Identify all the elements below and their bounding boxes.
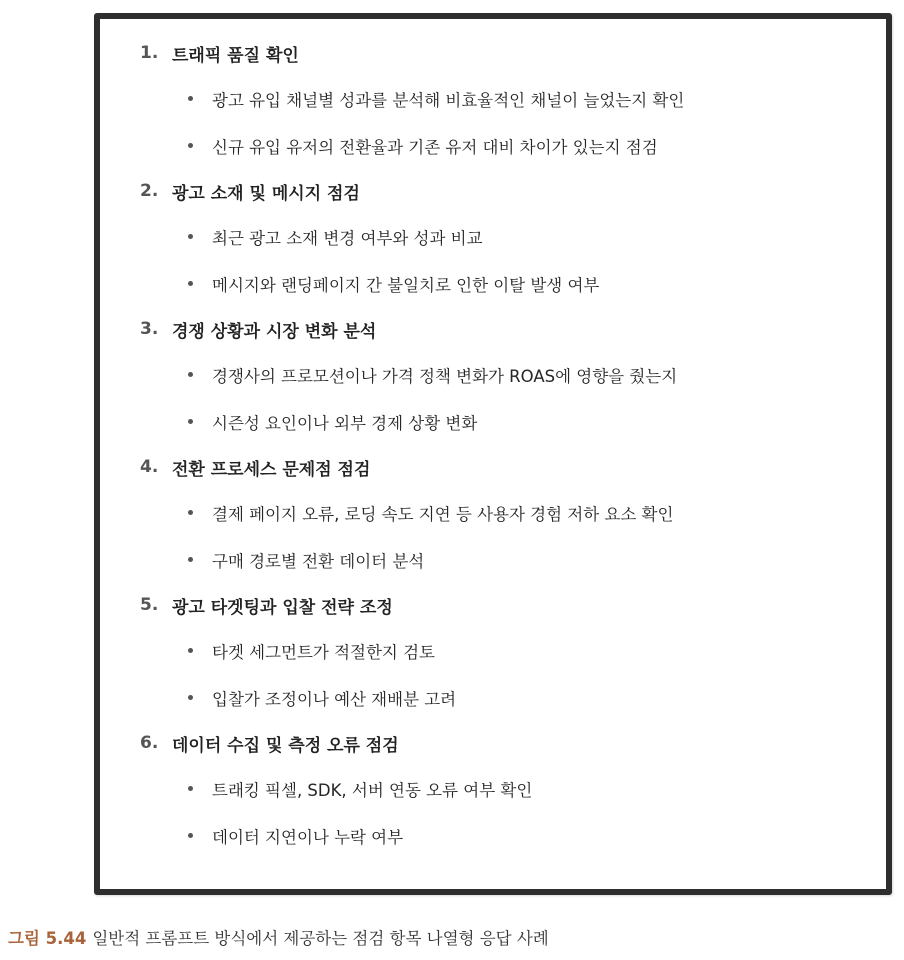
section-number: 1. xyxy=(140,43,159,63)
bullet-icon xyxy=(188,786,193,791)
item-text: 구매 경로별 전환 데이터 분석 xyxy=(212,551,425,571)
section-number: 6. xyxy=(140,733,159,753)
item-text: 경쟁사의 프로모션이나 가격 정책 변화가 ROAS에 영향을 줬는지 xyxy=(212,366,678,386)
item-text: 타겟 세그먼트가 적절한지 검토 xyxy=(212,642,435,662)
section-heading xyxy=(140,169,866,213)
list-item xyxy=(140,765,866,812)
section-heading xyxy=(140,583,866,627)
section-6 xyxy=(140,721,866,859)
section-title: 광고 타겟팅과 입찰 전략 조정 xyxy=(172,597,393,618)
list-item xyxy=(140,75,866,122)
section-4 xyxy=(140,445,866,583)
checklist xyxy=(140,31,866,859)
list-item xyxy=(140,122,866,169)
list-item xyxy=(140,812,866,859)
section-title: 경쟁 상황과 시장 변화 분석 xyxy=(172,321,377,342)
list-item xyxy=(140,351,866,398)
list-item xyxy=(140,398,866,445)
section-2 xyxy=(140,169,866,307)
item-text: 신규 유입 유저의 전환율과 기존 유저 대비 차이가 있는지 점검 xyxy=(212,137,658,157)
section-title: 데이터 수집 및 측정 오류 점검 xyxy=(172,735,399,756)
item-text: 데이터 지연이나 누락 여부 xyxy=(212,827,404,847)
section-heading xyxy=(140,307,866,351)
list-item xyxy=(140,489,866,536)
bullet-icon xyxy=(188,695,193,700)
section-title: 광고 소재 및 메시지 점검 xyxy=(172,183,360,204)
figure-caption xyxy=(8,925,549,949)
section-number: 5. xyxy=(140,595,159,615)
bullet-icon xyxy=(188,281,193,286)
section-heading xyxy=(140,31,866,75)
section-heading xyxy=(140,721,866,765)
item-text: 결제 페이지 오류, 로딩 속도 지연 등 사용자 경험 저하 요소 확인 xyxy=(212,504,674,524)
bullet-icon xyxy=(188,143,193,148)
list-item xyxy=(140,260,866,307)
section-number: 3. xyxy=(140,319,159,339)
bullet-icon xyxy=(188,234,193,239)
bullet-icon xyxy=(188,648,193,653)
bullet-icon xyxy=(188,419,193,424)
section-1 xyxy=(140,31,866,169)
section-title: 트래픽 품질 확인 xyxy=(172,45,299,66)
section-3 xyxy=(140,307,866,445)
item-text: 광고 유입 채널별 성과를 분석해 비효율적인 채널이 늘었는지 확인 xyxy=(212,90,685,110)
bullet-icon xyxy=(188,833,193,838)
item-text: 최근 광고 소재 변경 여부와 성과 비교 xyxy=(212,228,483,248)
list-item xyxy=(140,674,866,721)
section-number: 2. xyxy=(140,181,159,201)
section-number: 4. xyxy=(140,457,159,477)
item-text: 입찰가 조정이나 예산 재배분 고려 xyxy=(212,689,457,709)
item-text: 시즌성 요인이나 외부 경제 상황 변화 xyxy=(212,413,478,433)
bullet-icon xyxy=(188,557,193,562)
section-5 xyxy=(140,583,866,721)
section-title: 전환 프로세스 문제점 점검 xyxy=(172,459,371,480)
list-item xyxy=(140,536,866,583)
response-frame xyxy=(94,13,892,895)
bullet-icon xyxy=(188,96,193,101)
bullet-icon xyxy=(188,510,193,515)
list-item xyxy=(140,213,866,260)
list-item xyxy=(140,627,866,674)
item-text: 메시지와 랜딩페이지 간 불일치로 인한 이탈 발생 여부 xyxy=(212,275,600,295)
caption-text: 일반적 프롬프트 방식에서 제공하는 점검 항목 나열형 응답 사례 xyxy=(92,929,549,948)
figure-label: 그림 5.44 xyxy=(8,929,87,948)
item-text: 트래킹 픽셀, SDK, 서버 연동 오류 여부 확인 xyxy=(212,780,533,800)
bullet-icon xyxy=(188,372,193,377)
section-heading xyxy=(140,445,866,489)
